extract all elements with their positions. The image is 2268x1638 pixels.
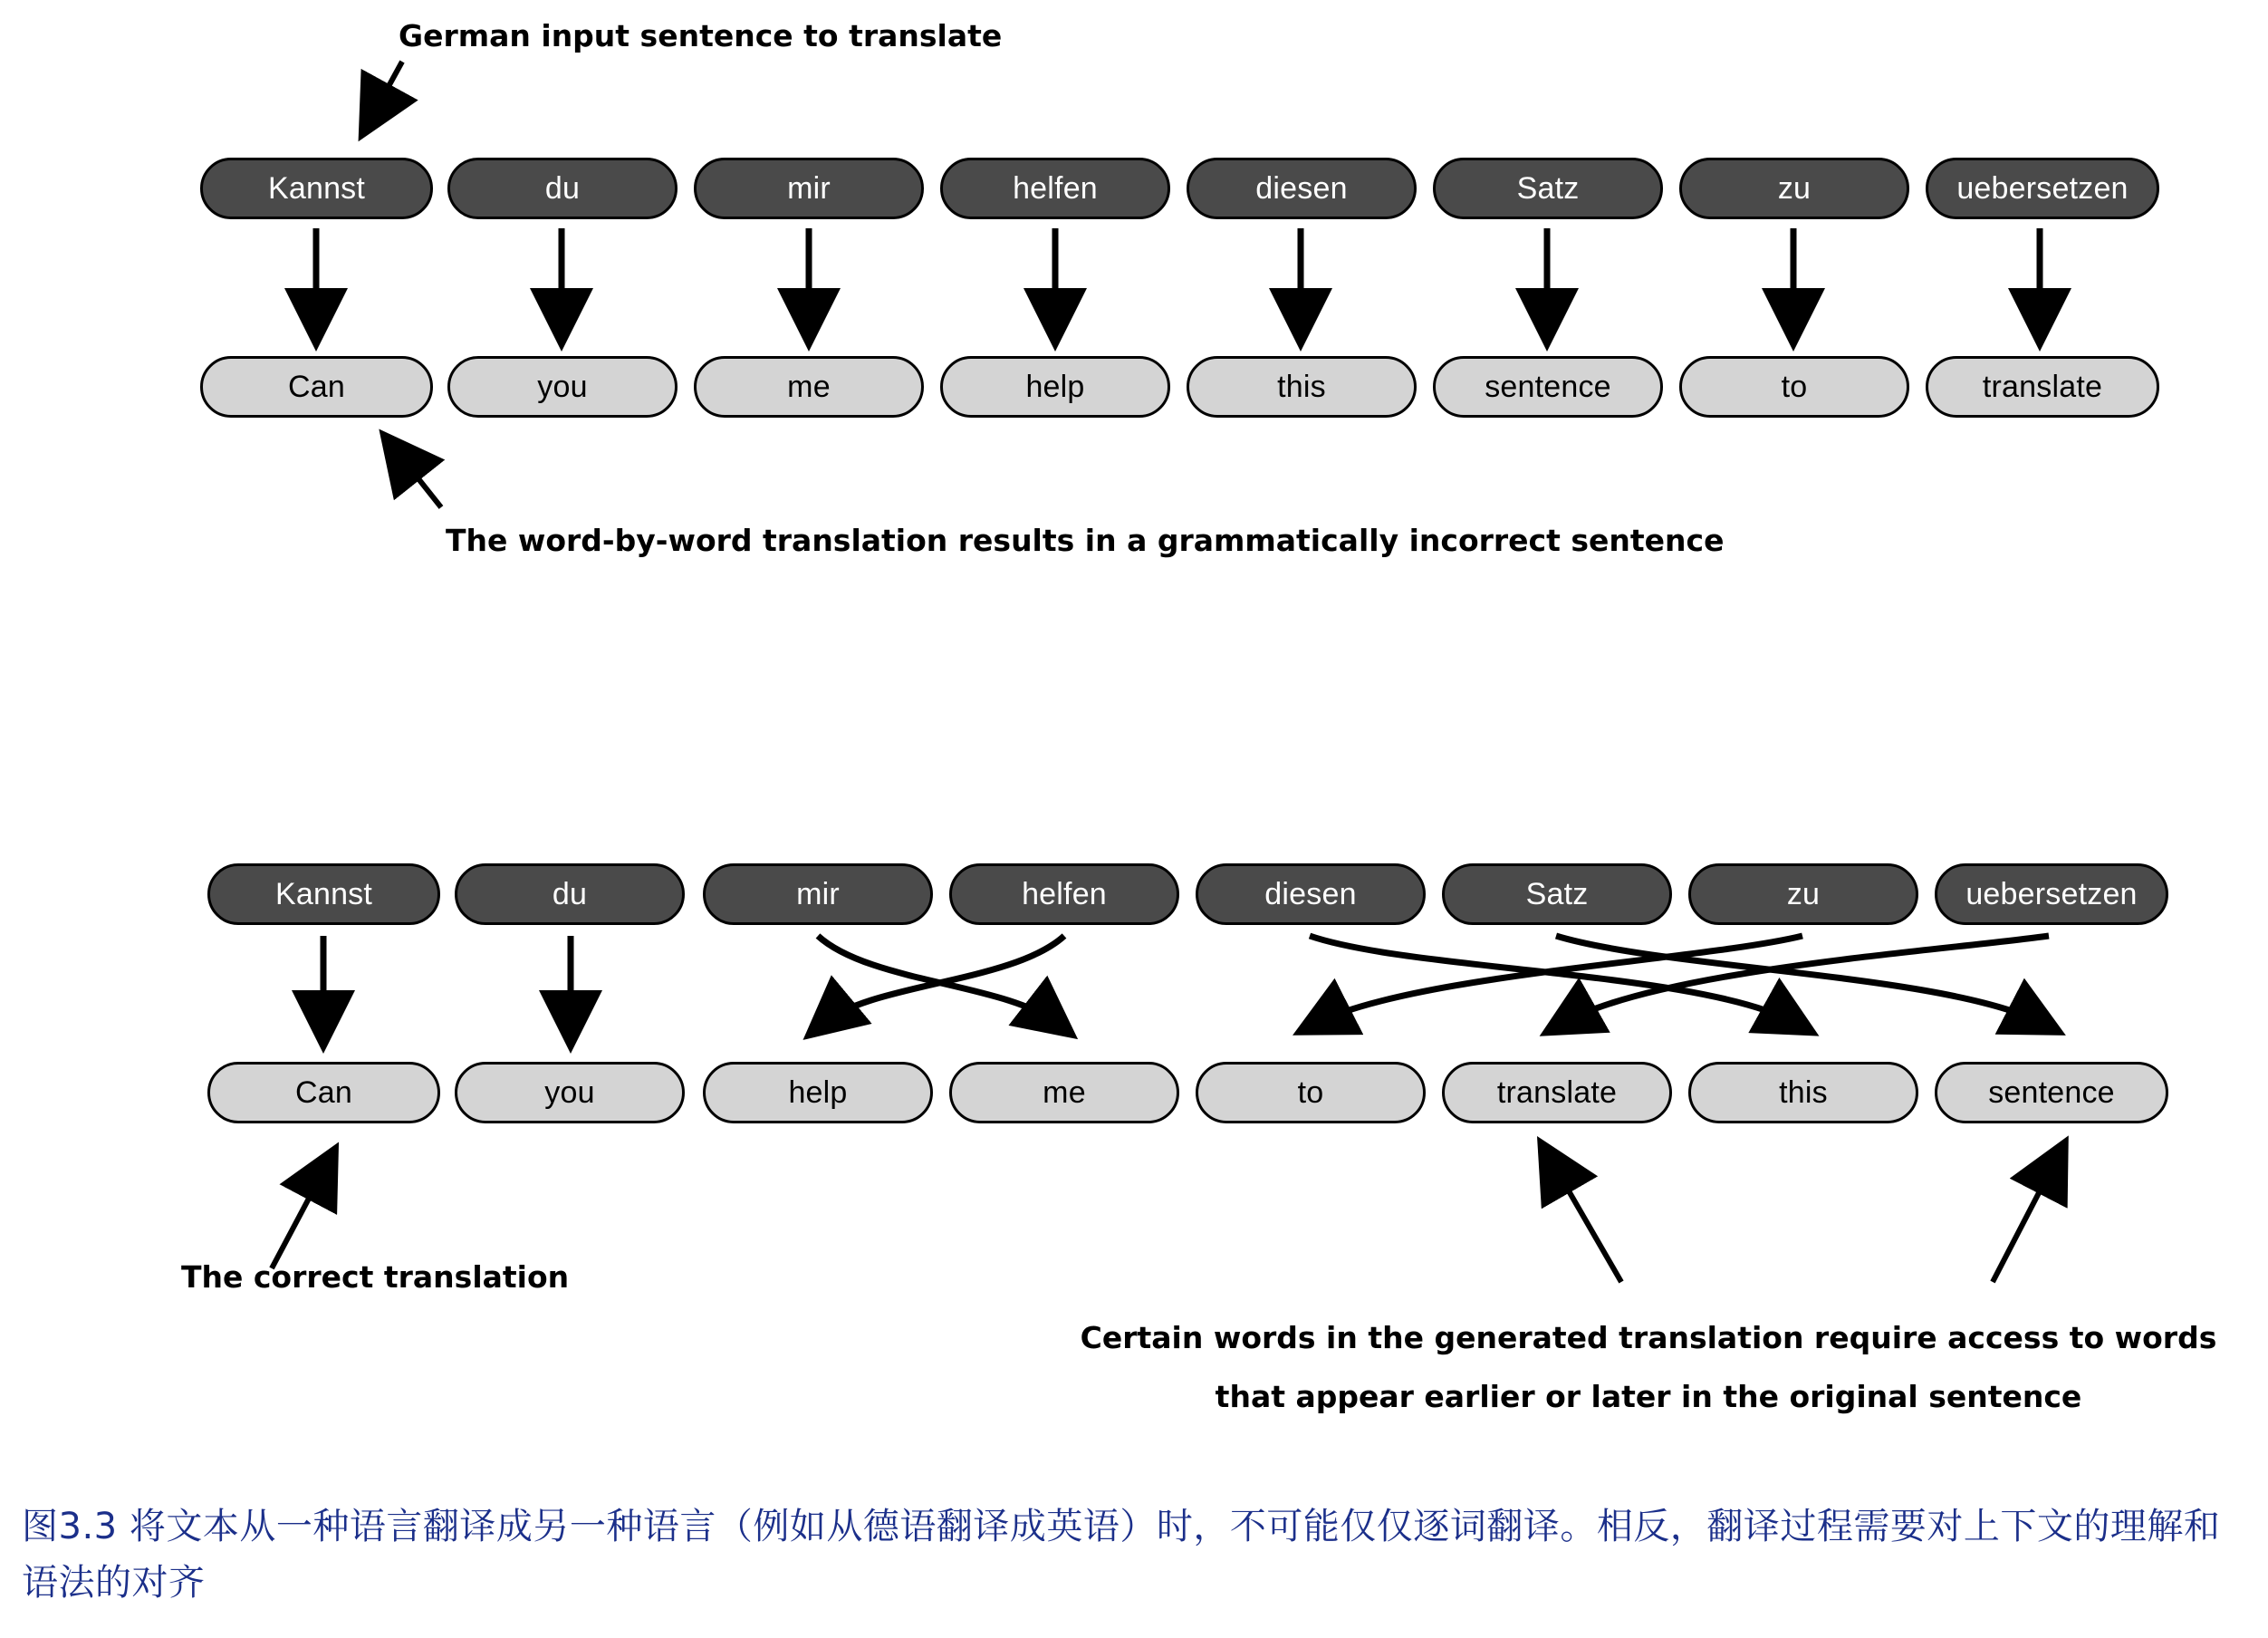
top-target-token-0: Can	[200, 356, 433, 418]
bottom-source-token-0: Kannst	[207, 863, 440, 925]
figure-caption: 图3.3 将文本从一种语言翻译成另一种语言（例如从德语翻译成英语）时，不可能仅仅逐词翻译。相反，翻译过程需要对上下文的理解和语法的对齐	[22, 1506, 2221, 1604]
annotation-access-words-line1: Certain words in the generated translation require access to words	[1080, 1320, 2217, 1355]
pointer-word-by-word	[396, 450, 441, 507]
top-target-token-5: sentence	[1433, 356, 1663, 418]
top-source-token-7: uebersetzen	[1926, 158, 2159, 219]
bottom-source-token-2: mir	[703, 863, 933, 925]
bottom-target-token-7: sentence	[1935, 1062, 2168, 1123]
bottom-target-token-4: to	[1196, 1062, 1426, 1123]
top-target-token-7: translate	[1926, 356, 2159, 418]
top-target-token-2: me	[694, 356, 924, 418]
bottom-target-token-2: help	[703, 1062, 933, 1123]
bottom-target-token-3: me	[949, 1062, 1179, 1123]
top-source-token-6: zu	[1679, 158, 1909, 219]
top-source-token-4: diesen	[1187, 158, 1417, 219]
top-target-token-3: help	[940, 356, 1170, 418]
bottom-target-token-0: Can	[207, 1062, 440, 1123]
bottom-source-token-1: du	[455, 863, 685, 925]
bottom-target-token-5: translate	[1442, 1062, 1672, 1123]
annotation-access-words-line2: that appear earlier or later in the original sentence	[1215, 1379, 2082, 1414]
top-target-token-1: you	[447, 356, 678, 418]
annotation-correct-translation: The correct translation	[181, 1259, 570, 1295]
bottom-source-token-7: uebersetzen	[1935, 863, 2168, 925]
bottom-source-token-4: diesen	[1196, 863, 1426, 925]
pointer-correct-translation	[272, 1166, 326, 1268]
pointer-access-words-right	[1993, 1160, 2056, 1282]
top-source-token-5: Satz	[1433, 158, 1663, 219]
bottom-target-token-6: this	[1688, 1062, 1918, 1123]
annotation-german-input: German input sentence to translate	[399, 18, 1003, 53]
pointer-access-words-left	[1551, 1160, 1621, 1282]
top-target-token-4: this	[1187, 356, 1417, 418]
top-alignment-arrows	[316, 228, 2040, 326]
bottom-source-token-5: Satz	[1442, 863, 1672, 925]
annotation-word-by-word: The word-by-word translation results in a grammatically incorrect sentence	[446, 523, 1725, 558]
top-source-token-1: du	[447, 158, 678, 219]
bottom-source-token-3: helfen	[949, 863, 1179, 925]
top-source-token-3: helfen	[940, 158, 1170, 219]
bottom-target-token-1: you	[455, 1062, 685, 1123]
bottom-source-token-6: zu	[1688, 863, 1918, 925]
pointer-german-input	[371, 62, 402, 118]
top-source-token-0: Kannst	[200, 158, 433, 219]
bottom-alignment-arrows-crossed	[818, 936, 2049, 1024]
top-source-token-2: mir	[694, 158, 924, 219]
bottom-alignment-arrows-straight	[323, 936, 571, 1028]
top-target-token-6: to	[1679, 356, 1909, 418]
